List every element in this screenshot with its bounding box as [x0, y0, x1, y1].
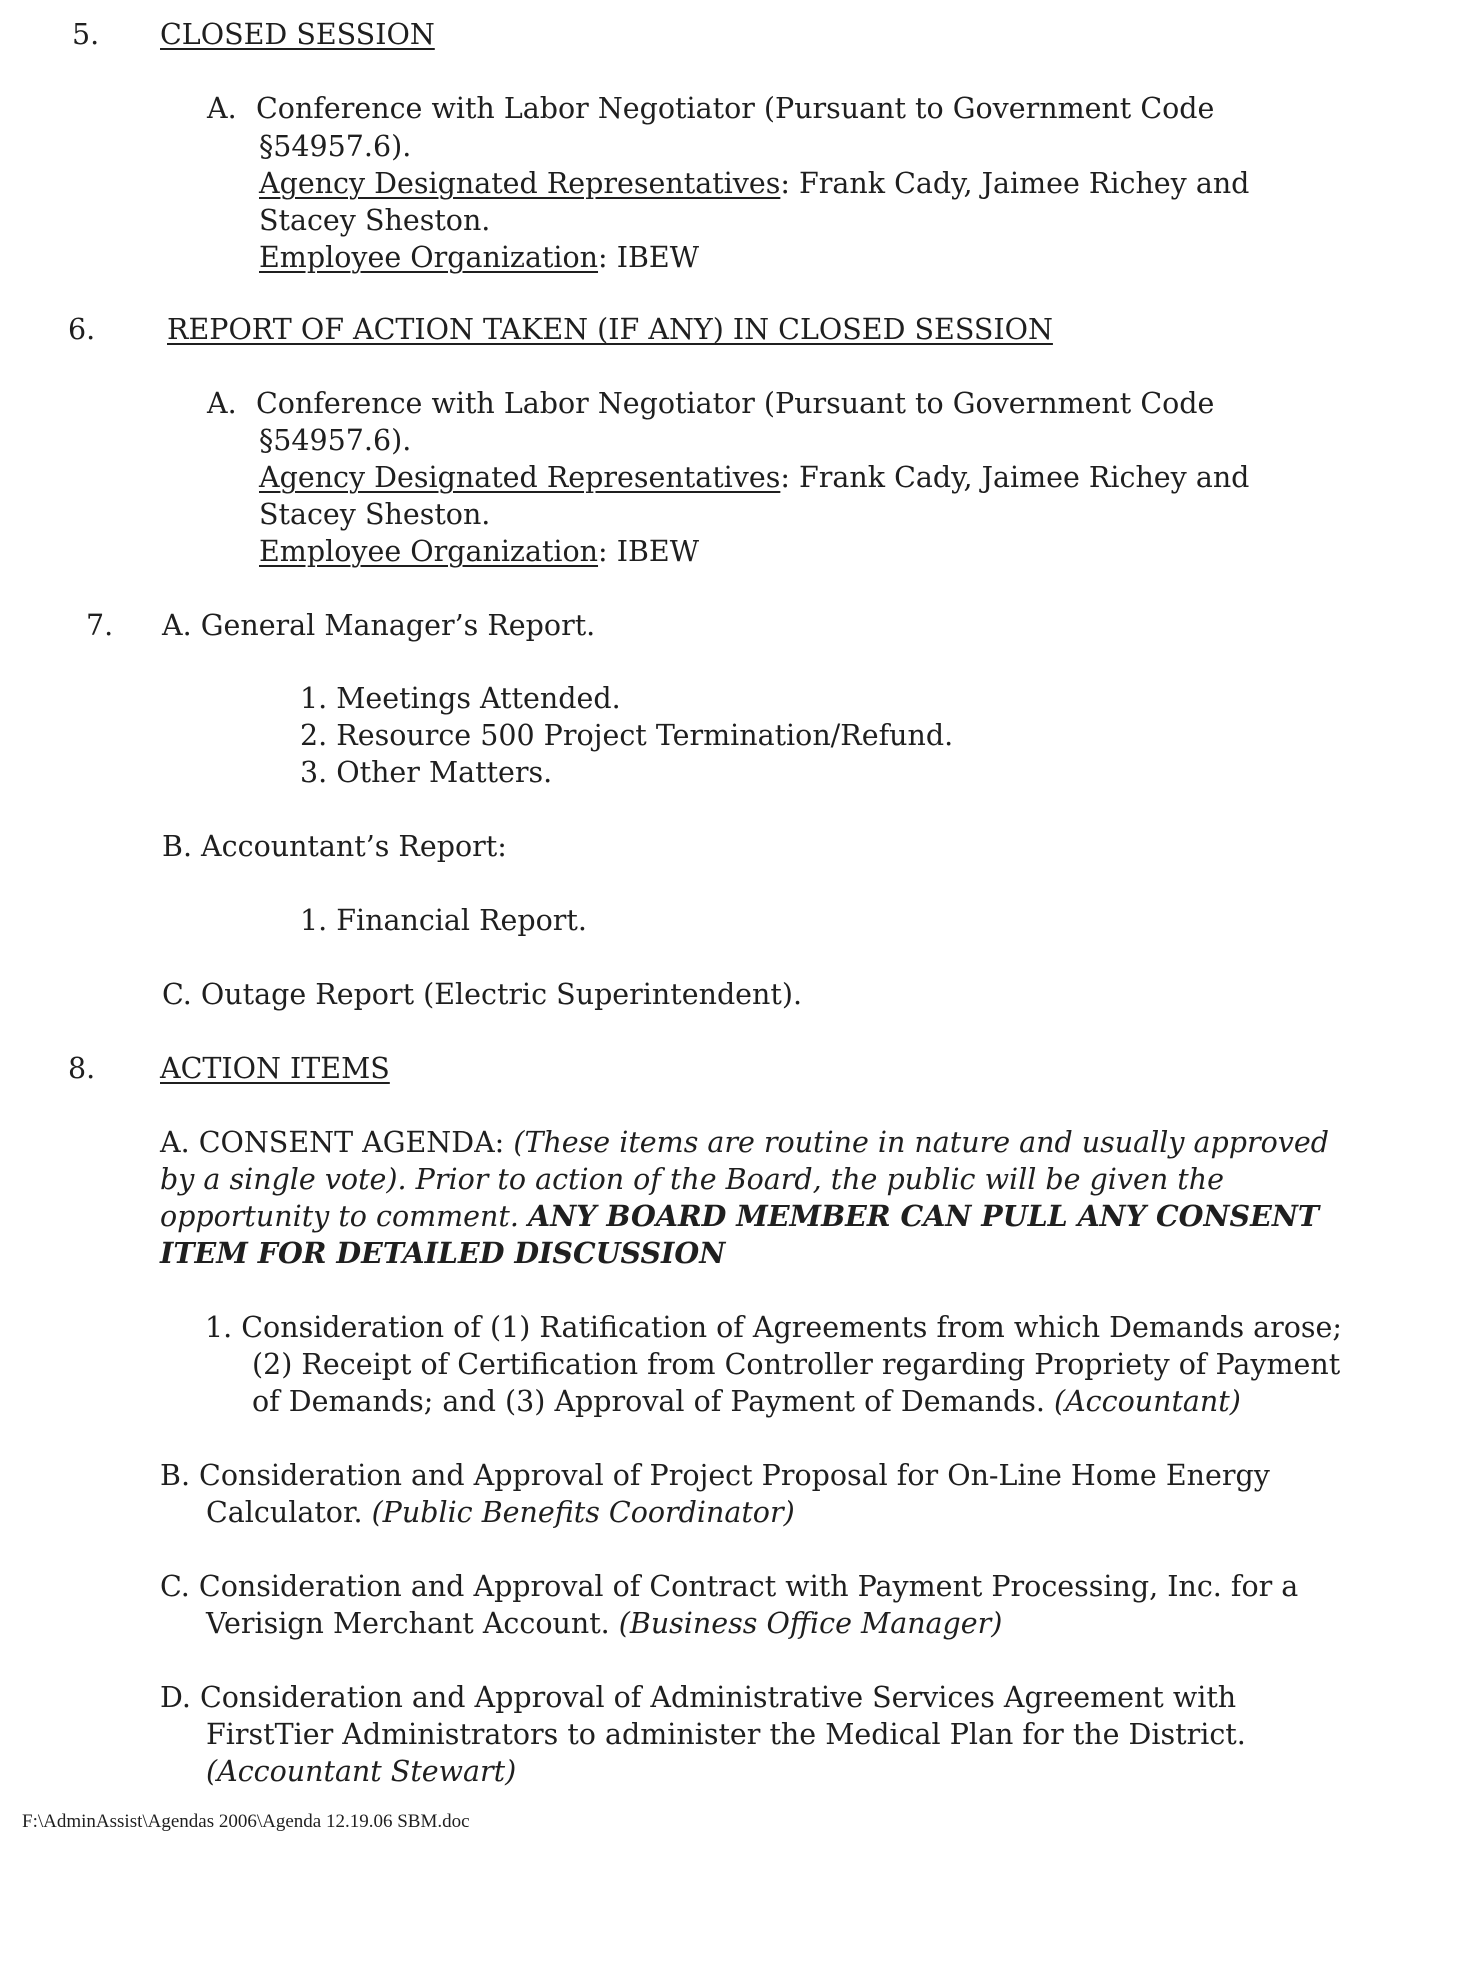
file-path-footer: F:\AdminAssist\Agendas 2006\Agenda 12.19.06 SBM.doc: [22, 1811, 470, 1832]
consent-agenda-line4: ITEM FOR DETAILED DISCUSSION: [160, 1236, 726, 1270]
consent-agenda-comment: opportunity to comment.: [160, 1200, 528, 1233]
section-6-item-a-letter: A.: [207, 387, 237, 420]
section-6-item-a-line2: §54957.6).: [259, 424, 412, 457]
section-6-representatives-cont: Stacey Sheston.: [259, 498, 491, 531]
employee-org-value: : IBEW: [598, 241, 699, 274]
consent-agenda-line3: [160, 1198, 1319, 1235]
consent-item-1-text: of Demands; and (3) Approval of Payment of Demands.: [252, 1385, 1054, 1418]
section-6-representatives: [259, 459, 1249, 496]
section-5-item-a-line1: Conference with Labor Negotiator (Pursuant to Government Code: [256, 92, 1215, 125]
section-7-number: 7.: [86, 609, 114, 642]
action-item-d-line3: (Accountant Stewart): [206, 1755, 517, 1788]
representatives-value: : Frank Cady, Jaimee Richey and: [780, 167, 1250, 200]
action-item-c-responsible: (Business Office Manager): [618, 1607, 1003, 1640]
consent-agenda-warning: ANY BOARD MEMBER CAN PULL ANY CONSENT: [527, 1199, 1320, 1233]
section-5-employee-org: [259, 239, 699, 276]
section-5-representatives: [259, 165, 1249, 202]
consent-agenda-line1: [160, 1124, 1329, 1161]
representatives-label: Agency Designated Representatives: [259, 461, 781, 494]
action-item-c-line2: [206, 1605, 1002, 1642]
consent-agenda-label: A. CONSENT AGENDA:: [160, 1126, 514, 1159]
action-item-c-line1: C. Consideration and Approval of Contract with Payment Processing, Inc. for a: [160, 1570, 1299, 1603]
action-item-d-line2: FirstTier Administrators to administer the Medical Plan for the District.: [206, 1718, 1246, 1751]
section-7-item-c: C. Outage Report (Electric Superintendent).: [162, 978, 803, 1011]
consent-agenda-line2: by a single vote). Prior to action of the Board, the public will be given the: [160, 1163, 1224, 1196]
representatives-label: Agency Designated Representatives: [259, 167, 781, 200]
consent-item-1-line1: 1. Consideration of (1) Ratification of Agreements from which Demands arose;: [205, 1311, 1343, 1344]
action-item-b-line2: [206, 1494, 795, 1531]
section-7-item-b: B. Accountant’s Report:: [162, 830, 507, 863]
employee-org-label: Employee Organization: [259, 535, 599, 568]
section-5-item-a-line2: §54957.6).: [259, 130, 412, 163]
section-7-a-subitem-3: 3. Other Matters.: [300, 756, 553, 789]
action-item-b-responsible: (Public Benefits Coordinator): [371, 1496, 795, 1529]
section-6-number: 6.: [68, 313, 96, 346]
section-7-a-subitem-2: 2. Resource 500 Project Termination/Refund.: [300, 719, 954, 752]
employee-org-label: Employee Organization: [259, 241, 599, 274]
employee-org-value: : IBEW: [598, 535, 699, 568]
section-5-representatives-cont: Stacey Sheston.: [259, 204, 491, 237]
action-item-b-line1: B. Consideration and Approval of Project Proposal for On-Line Home Energy: [160, 1459, 1270, 1492]
consent-item-1-responsible: (Accountant): [1053, 1385, 1241, 1418]
section-7-a-subitem-1: 1. Meetings Attended.: [300, 682, 621, 715]
section-8-heading: ACTION ITEMS: [160, 1052, 390, 1085]
section-5-item-a-letter: A.: [207, 92, 237, 125]
representatives-value: : Frank Cady, Jaimee Richey and: [780, 461, 1250, 494]
section-6-item-a-line1: Conference with Labor Negotiator (Pursuant to Government Code: [256, 387, 1215, 420]
action-item-d-line1: D. Consideration and Approval of Administrative Services Agreement with: [160, 1681, 1237, 1714]
section-7-b-subitem-1: 1. Financial Report.: [300, 904, 587, 937]
consent-item-1-line2: (2) Receipt of Certification from Controller regarding Propriety of Payment: [252, 1348, 1341, 1381]
consent-item-1-line3: [252, 1383, 1241, 1420]
section-6-heading: REPORT OF ACTION TAKEN (IF ANY) IN CLOSED SESSION: [167, 313, 1053, 346]
action-item-c-text: Verisign Merchant Account.: [206, 1607, 619, 1640]
consent-agenda-note: (These items are routine in nature and usually approved: [513, 1126, 1329, 1159]
section-8-number: 8.: [68, 1052, 96, 1085]
section-7-item-a: A. General Manager’s Report.: [162, 609, 596, 642]
section-6-employee-org: [259, 533, 699, 570]
section-5-number: 5.: [72, 18, 100, 51]
section-5-heading: CLOSED SESSION: [160, 18, 435, 51]
action-item-b-text: Calculator.: [206, 1496, 372, 1529]
